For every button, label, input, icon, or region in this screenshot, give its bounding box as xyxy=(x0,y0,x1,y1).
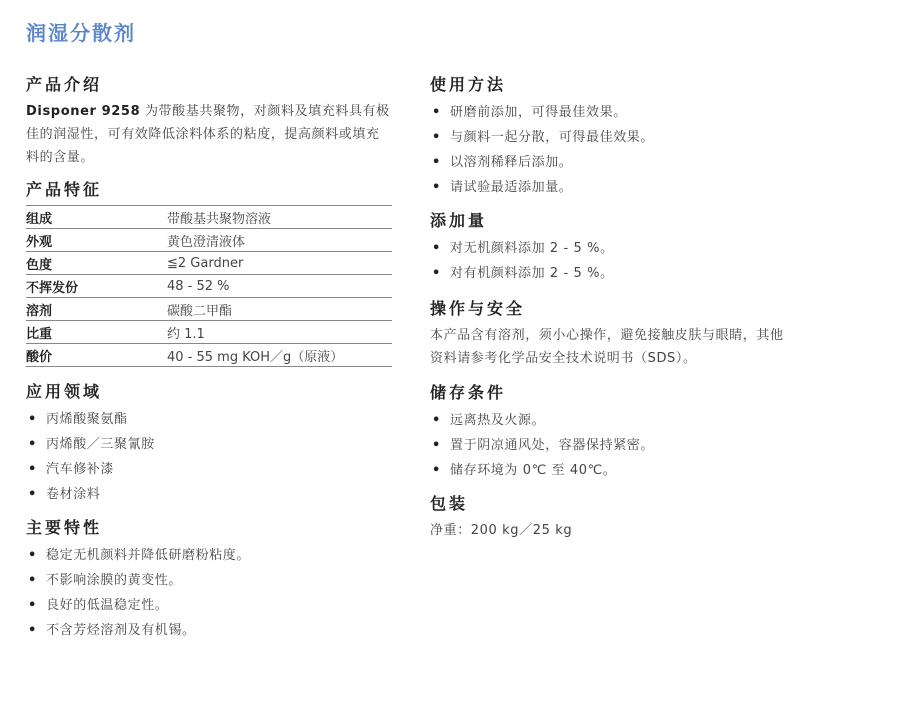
feature-key: 酸价 xyxy=(26,344,167,367)
feature-key: 溶剂 xyxy=(26,298,167,321)
intro-heading: 产品介绍 xyxy=(26,75,103,94)
bullet-icon: • xyxy=(28,598,37,613)
list-item-text: 良好的低温稳定性。 xyxy=(46,598,169,613)
feature-value: 黄色澄清液体 xyxy=(167,229,392,252)
list-item xyxy=(26,568,392,593)
table-row xyxy=(26,229,392,252)
list-item-text: 研磨前添加，可得最佳效果。 xyxy=(450,105,627,120)
table-row xyxy=(26,206,392,229)
bullet-icon: • xyxy=(28,487,37,502)
bullet-icon: • xyxy=(28,462,37,477)
features-section xyxy=(26,179,392,367)
table-row xyxy=(26,298,392,321)
packaging-section xyxy=(430,493,796,542)
bullet-icon: • xyxy=(28,437,37,452)
right-column xyxy=(430,74,796,542)
dosage-heading: 添加量 xyxy=(430,211,488,230)
bullet-icon: • xyxy=(432,105,441,120)
packaging-text: 净重：200 kg／25 kg xyxy=(430,523,573,538)
bullet-icon: • xyxy=(432,413,441,428)
list-item xyxy=(26,407,392,432)
list-item-text: 置于阴凉通风处，容器保持紧密。 xyxy=(450,438,655,453)
list-item xyxy=(430,433,796,458)
list-item-text: 稳定无机颜料并降低研磨粉粘度。 xyxy=(46,548,251,563)
table-row xyxy=(26,275,392,298)
usage-section xyxy=(430,74,796,200)
feature-value: 48 - 52 % xyxy=(167,275,392,298)
list-item-text: 以溶剂稀释后添加。 xyxy=(450,155,573,170)
list-item-text: 与颜料一起分散，可得最佳效果。 xyxy=(450,130,655,145)
dosage-section xyxy=(430,210,796,286)
characteristics-list xyxy=(26,543,392,643)
bullet-icon: • xyxy=(432,463,441,478)
feature-key: 组成 xyxy=(26,206,167,229)
bullet-icon: • xyxy=(432,266,441,281)
table-row xyxy=(26,321,392,344)
intro-description: 为带酸基共聚物，对颜料及填充料具有极佳的润湿性，可有效降低涂料体系的粘度，提高颜料或填充料的含量。 xyxy=(26,104,390,165)
list-item-text: 汽车修补漆 xyxy=(46,462,115,477)
list-item xyxy=(26,618,392,643)
feature-key: 比重 xyxy=(26,321,167,344)
feature-key: 不挥发份 xyxy=(26,275,167,298)
product-name: Disponer 9258 xyxy=(26,104,141,119)
usage-heading: 使用方法 xyxy=(430,75,507,94)
intro-section xyxy=(26,74,392,169)
storage-list xyxy=(430,408,796,483)
list-item-text: 卷材涂料 xyxy=(46,487,101,502)
list-item-text: 丙烯酸聚氨酯 xyxy=(46,412,128,427)
list-item xyxy=(430,125,796,150)
list-item-text: 丙烯酸／三聚氰胺 xyxy=(46,437,155,452)
bullet-icon: • xyxy=(432,130,441,145)
list-item xyxy=(430,261,796,286)
feature-value: 40 - 55 mg KOH／g（原液） xyxy=(167,344,392,367)
table-row xyxy=(26,252,392,275)
feature-value: 约 1.1 xyxy=(167,321,392,344)
safety-heading: 操作与安全 xyxy=(430,299,526,318)
features-table xyxy=(26,205,392,367)
usage-list xyxy=(430,100,796,200)
bullet-icon: • xyxy=(28,412,37,427)
left-column xyxy=(26,74,392,643)
list-item xyxy=(26,482,392,507)
bullet-icon: • xyxy=(28,623,37,638)
list-item xyxy=(430,236,796,261)
storage-heading: 储存条件 xyxy=(430,383,507,402)
page-title: 润湿分散剂 xyxy=(26,21,136,45)
list-item xyxy=(430,150,796,175)
list-item-text: 对有机颜料添加 2 - 5 %。 xyxy=(450,266,614,281)
feature-key: 色度 xyxy=(26,252,167,275)
feature-value: 碳酸二甲酯 xyxy=(167,298,392,321)
packaging-heading: 包装 xyxy=(430,494,469,513)
bullet-icon: • xyxy=(28,573,37,588)
applications-heading: 应用领域 xyxy=(26,382,103,401)
characteristics-section xyxy=(26,517,392,643)
features-heading: 产品特征 xyxy=(26,180,103,199)
list-item-text: 不影响涂膜的黄变性。 xyxy=(46,573,183,588)
storage-section xyxy=(430,382,796,483)
applications-list xyxy=(26,407,392,507)
applications-section xyxy=(26,381,392,507)
list-item-text: 对无机颜料添加 2 - 5 %。 xyxy=(450,241,614,256)
safety-text: 本产品含有溶剂，须小心操作，避免接触皮肤与眼睛，其他资料请参考化学品安全技术说明书（SDS）。 xyxy=(430,328,784,366)
list-item xyxy=(26,457,392,482)
list-item xyxy=(430,100,796,125)
list-item-text: 请试验最适添加量。 xyxy=(450,180,573,195)
feature-value: ≦2 Gardner xyxy=(167,252,392,275)
list-item xyxy=(26,543,392,568)
list-item xyxy=(430,458,796,483)
bullet-icon: • xyxy=(28,548,37,563)
safety-section xyxy=(430,298,796,370)
list-item-text: 远离热及火源。 xyxy=(450,413,546,428)
list-item xyxy=(430,408,796,433)
list-item-text: 储存环境为 0℃ 至 40℃。 xyxy=(450,463,617,478)
list-item xyxy=(26,432,392,457)
bullet-icon: • xyxy=(432,438,441,453)
characteristics-heading: 主要特性 xyxy=(26,518,103,537)
list-item-text: 不含芳烃溶剂及有机锡。 xyxy=(46,623,196,638)
feature-value: 带酸基共聚物溶液 xyxy=(167,206,392,229)
feature-key: 外观 xyxy=(26,229,167,252)
bullet-icon: • xyxy=(432,241,441,256)
table-row xyxy=(26,344,392,367)
intro-text xyxy=(26,100,392,169)
bullet-icon: • xyxy=(432,155,441,170)
list-item xyxy=(430,175,796,200)
bullet-icon: • xyxy=(432,180,441,195)
list-item xyxy=(26,593,392,618)
dosage-list xyxy=(430,236,796,286)
